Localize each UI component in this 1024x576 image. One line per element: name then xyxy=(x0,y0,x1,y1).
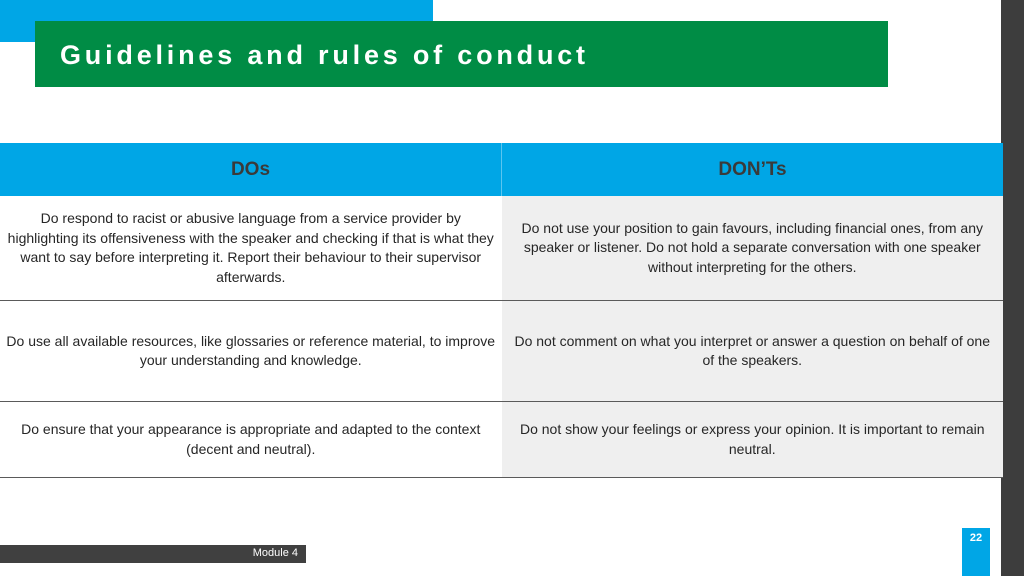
do-cell: Do respond to racist or abusive language from a service provider by highlighting its offensiveness with the speaker and checking if that is what they want to say before interpreting it. Report their behaviour to their supervisor afterwards. xyxy=(7,210,494,285)
dont-cell: Do not comment on what you interpret or answer a question on behalf of one of the speakers. xyxy=(502,301,1004,401)
module-label: Module 4 xyxy=(252,547,298,559)
table-header xyxy=(0,143,1003,196)
dont-cell: Do not use your position to gain favours, including financial ones, from any speaker or listener. Do not hold a separate conversation with one speaker without interpreting for the others. xyxy=(502,196,1004,300)
dos-donts-table xyxy=(0,143,1003,478)
dont-cell: Do not show your feelings or express your opinion. It is important to remain neutral. xyxy=(502,402,1004,477)
header-dos: DOs xyxy=(230,158,271,180)
table-row xyxy=(0,196,1003,301)
table-row xyxy=(0,301,1003,402)
right-edge-strip xyxy=(1001,0,1024,576)
page-number: 22 xyxy=(969,532,983,544)
module-footer-bar xyxy=(0,545,306,563)
page-number-box xyxy=(962,528,990,576)
table-row xyxy=(0,402,1003,478)
do-cell: Do use all available resources, like glossaries or reference material, to improve your understanding and knowledge. xyxy=(6,332,496,368)
slide-title: Guidelines and rules of conduct xyxy=(60,40,589,70)
do-cell: Do ensure that your appearance is appropriate and adapted to the context (decent and neutral). xyxy=(21,421,481,457)
header-donts: DON’Ts xyxy=(501,143,1003,196)
